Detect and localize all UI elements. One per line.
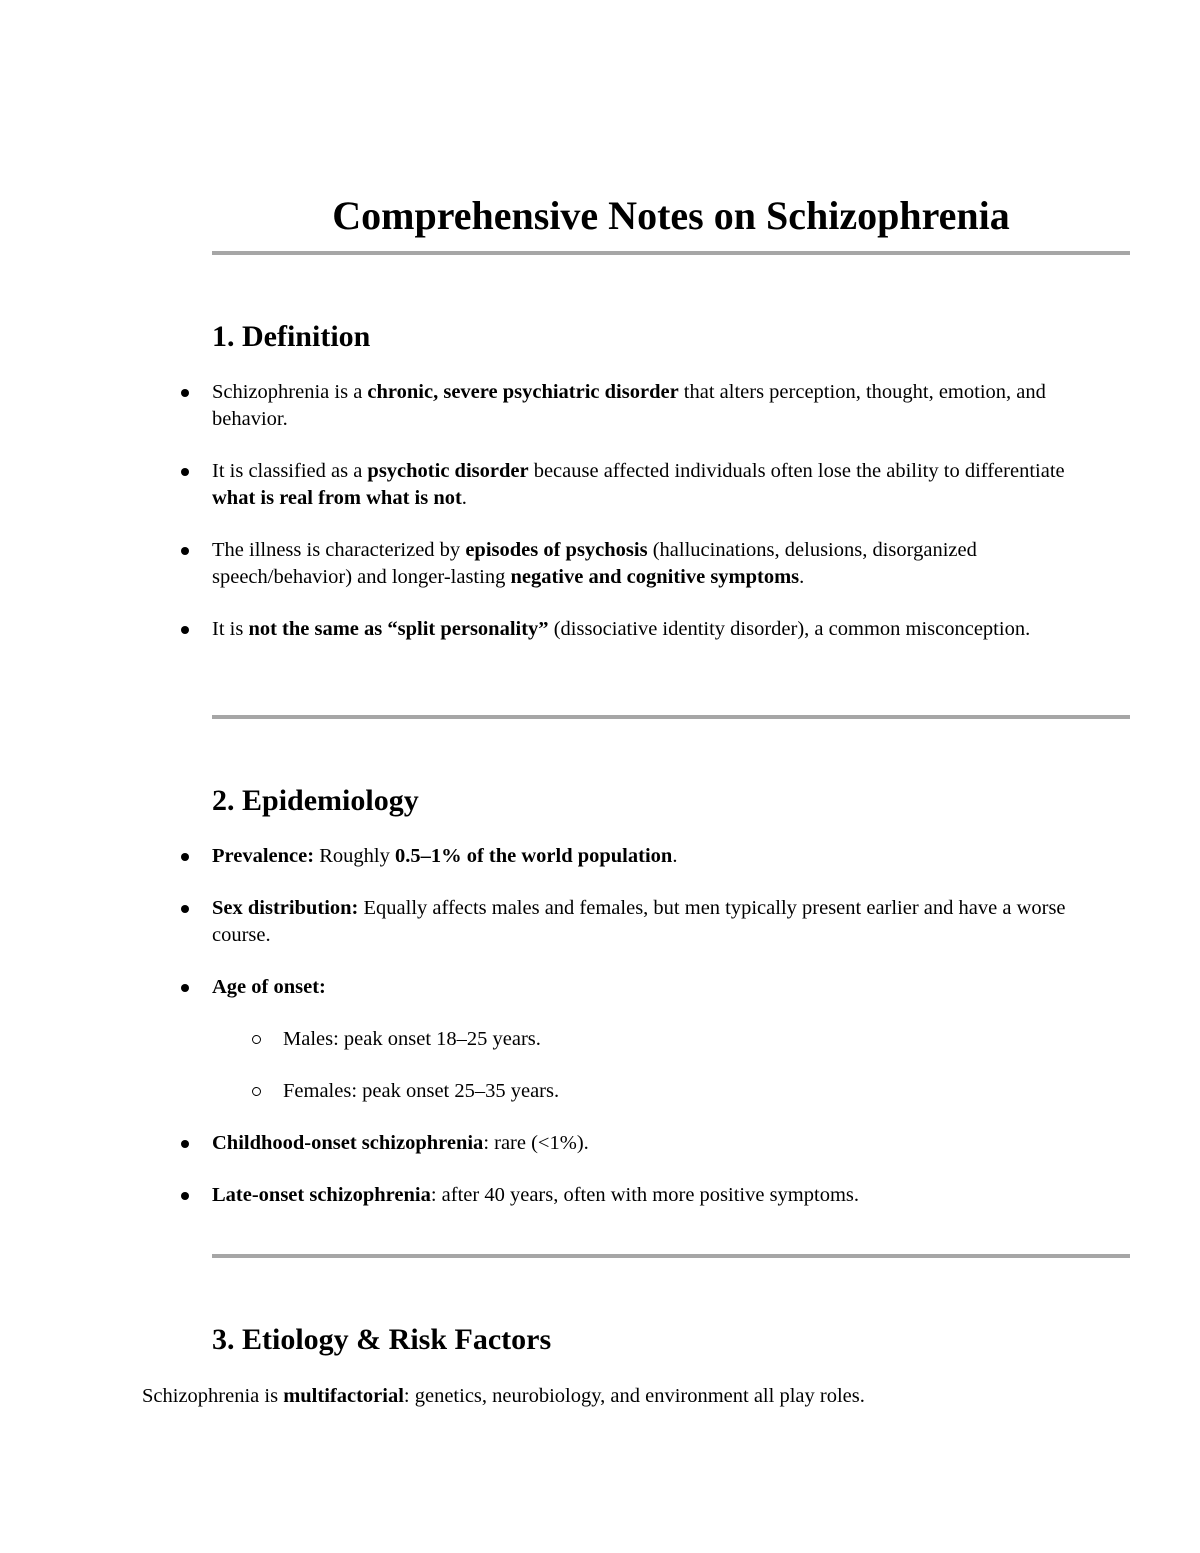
list-item-age-of-onset	[212, 974, 1072, 1105]
section-heading-definition: 1. Definition	[212, 320, 371, 353]
age-of-onset-label	[212, 976, 326, 998]
list-item: Schizophrenia is a chronic, severe psychiatric disorder that alters perception, thought, emotion, and behavior.	[212, 379, 1072, 433]
list-item: It is not the same as “split personality” (dissociative identity disorder), a common misconception.	[212, 616, 1072, 643]
list-item: It is classified as a psychotic disorder because affected individuals often lose the ability to differentiate what is real from what is not.	[212, 458, 1072, 512]
list-item: Sex distribution: Equally affects males and females, but men typically present earlier and have a worse course.	[212, 895, 1072, 949]
etiology-intro-paragraph: Schizophrenia is multifactorial: genetics, neurobiology, and environment all play roles.	[142, 1385, 865, 1407]
age-of-onset-sublist	[212, 1026, 1072, 1105]
bold-text: Late-onset schizophrenia	[212, 1184, 431, 1206]
list-item: Prevalence: Roughly 0.5–1% of the world population.	[212, 843, 1072, 870]
bold-text: Childhood-onset schizophrenia	[212, 1132, 484, 1154]
bold-text: what is real from what is not	[212, 487, 462, 509]
bold-text: 0.5–1% of the world population	[394, 845, 673, 867]
bold-text: negative and cognitive symptoms	[510, 566, 800, 588]
document-title: Comprehensive Notes on Schizophrenia	[332, 193, 1010, 238]
list-item: The illness is characterized by episodes of psychosis (hallucinations, delusions, disorganized speech/behavior) and longer-lasting negative and cognitive symptoms.	[212, 537, 1072, 591]
section-divider	[212, 1254, 1130, 1258]
list-item: Late-onset schizophrenia: after 40 years, often with more positive symptoms.	[212, 1182, 1072, 1209]
title-divider	[212, 251, 1130, 255]
bold-text: Sex distribution:	[212, 897, 359, 919]
bold-text: psychotic disorder	[367, 460, 529, 482]
sub-list-item: Females: peak onset 25–35 years.	[283, 1078, 1072, 1105]
sub-list-item: Males: peak onset 18–25 years.	[283, 1026, 1072, 1053]
bold-text: multifactorial	[283, 1385, 404, 1407]
section-heading-epidemiology: 2. Epidemiology	[212, 784, 419, 817]
definition-list	[212, 379, 1072, 668]
section-heading-etiology: 3. Etiology & Risk Factors	[212, 1323, 552, 1356]
list-item: Childhood-onset schizophrenia: rare (<1%).	[212, 1130, 1072, 1157]
bold-text: episodes of psychosis	[465, 539, 648, 561]
epidemiology-list	[212, 843, 1072, 1234]
bold-text: not the same as “split personality”	[248, 618, 549, 640]
bold-text: chronic, severe psychiatric disorder	[367, 381, 679, 403]
bold-text: Prevalence:	[212, 845, 315, 867]
section-divider	[212, 715, 1130, 719]
bold-text: Age of onset:	[212, 976, 326, 998]
